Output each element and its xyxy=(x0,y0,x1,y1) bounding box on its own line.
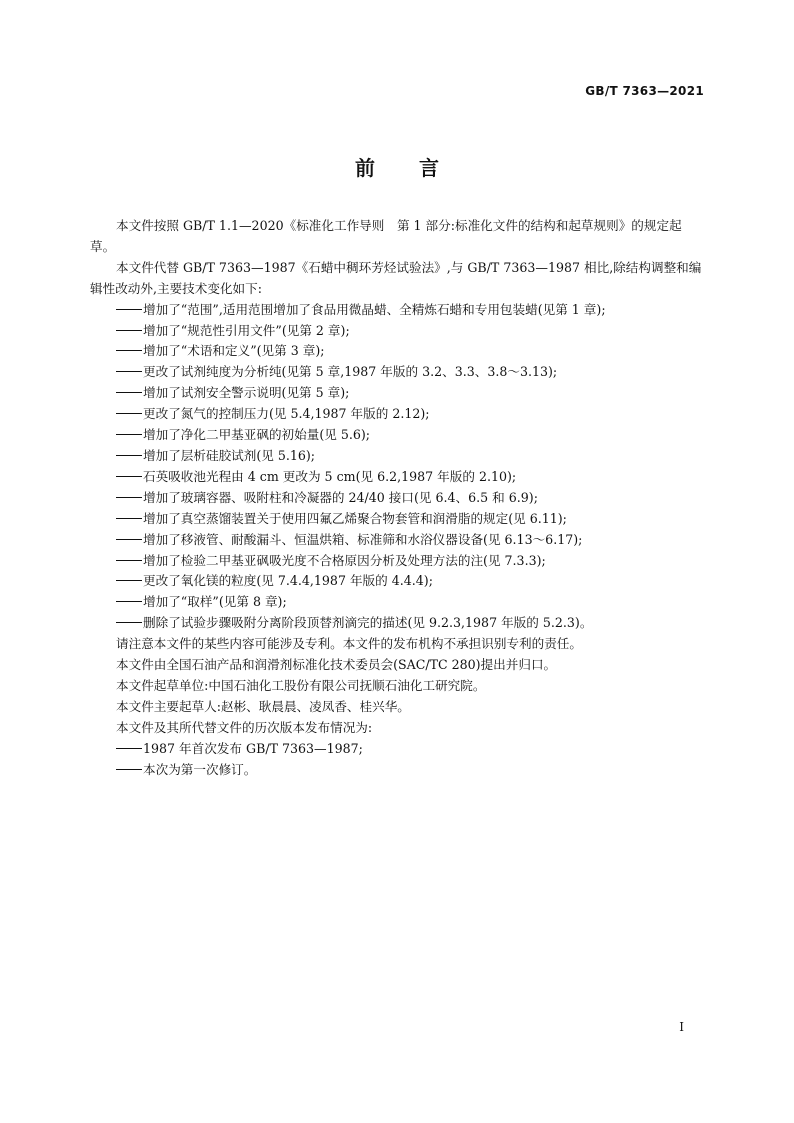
dash-icon xyxy=(116,476,142,477)
statement: 本文件由全国石油产品和润滑剂标准化技术委员会(SAC/TC 280)提出并归口。 xyxy=(116,657,557,673)
dash-icon xyxy=(116,580,142,581)
dash-icon xyxy=(116,748,142,749)
change-item: 更改了试剂纯度为分析纯(见第 5 章,1987 年版的 3.2、3.3、3.8～3.13); xyxy=(90,362,706,383)
change-item: 增加了玻璃容器、吸附柱和冷凝器的 24/40 接口(见 6.4、6.5 和 6.9); xyxy=(90,488,706,509)
intro-paragraph: 本文件按照 GB/T 1.1—2020《标准化工作导则 第 1 部分:标准化文件的结构和起草规则》的规定起草。 xyxy=(90,218,682,254)
dash-icon xyxy=(116,601,142,602)
statement: 本文件主要起草人:赵彬、耿晨晨、凌凤香、桂兴华。 xyxy=(116,698,410,714)
dash-icon xyxy=(116,769,142,770)
page-title-char-2: 言 xyxy=(419,156,439,180)
change-item: 石英吸收池光程由 4 cm 更改为 5 cm(见 6.2,1987 年版的 2.10); xyxy=(90,467,706,488)
history-item: 1987 年首次发布 GB/T 7363—1987; xyxy=(90,739,706,760)
standard-code: GB/T 7363—2021 xyxy=(585,84,704,98)
change-item: 删除了试验步骤吸附分离阶段顶替剂滴完的描述(见 9.2.3,1987 年版的 5.2.3)。 xyxy=(90,613,706,634)
dash-icon xyxy=(116,539,142,540)
change-item: 增加了“规范性引用文件”(见第 2 章); xyxy=(90,321,706,342)
change-item: 增加了移液管、耐酸漏斗、恒温烘箱、标准筛和水浴仪器设备(见 6.13～6.17); xyxy=(90,530,706,551)
change-item: 增加了“术语和定义”(见第 3 章); xyxy=(90,341,706,362)
document-body xyxy=(90,216,706,780)
statement: 本文件及其所代替文件的历次版本发布情况为: xyxy=(116,719,373,735)
statement: 本文件起草单位:中国石油化工股份有限公司抚顺石油化工研究院。 xyxy=(116,677,486,693)
dash-icon xyxy=(116,622,142,623)
change-item: 增加了“取样”(见第 8 章); xyxy=(90,592,706,613)
change-item: 增加了真空蒸馏装置关于使用四氟乙烯聚合物套管和润滑脂的规定(见 6.11); xyxy=(90,509,706,530)
history-item: 本次为第一次修订。 xyxy=(90,760,706,781)
dash-icon xyxy=(116,455,142,456)
statement: 请注意本文件的某些内容可能涉及专利。本文件的发布机构不承担识别专利的责任。 xyxy=(116,636,582,652)
change-item: 增加了层析硅胶试剂(见 5.16); xyxy=(90,446,706,467)
dash-icon xyxy=(116,392,142,393)
change-item: 更改了氧化镁的粒度(见 7.4.4,1987 年版的 4.4.4); xyxy=(90,571,706,592)
page-title-char-1: 前 xyxy=(355,156,375,180)
dash-icon xyxy=(116,497,142,498)
change-item: 增加了净化二甲基亚砜的初始量(见 5.6); xyxy=(90,425,706,446)
dash-icon xyxy=(116,413,142,414)
dash-icon xyxy=(116,371,142,372)
dash-icon xyxy=(116,350,142,351)
dash-icon xyxy=(116,330,142,331)
intro-paragraph: 本文件代替 GB/T 7363—1987《石蜡中稠环芳烃试验法》,与 GB/T 7363—1987 相比,除结构调整和编辑性改动外,主要技术变化如下: xyxy=(90,259,702,296)
change-item: 更改了氮气的控制压力(见 5.4,1987 年版的 2.12); xyxy=(90,404,706,425)
page-title xyxy=(0,152,794,181)
dash-icon xyxy=(116,560,142,561)
page-number: I xyxy=(679,1020,684,1034)
change-item: 增加了检验二甲基亚砜吸光度不合格原因分析及处理方法的注(见 7.3.3); xyxy=(90,551,706,572)
dash-icon xyxy=(116,518,142,519)
dash-icon xyxy=(116,434,142,435)
change-item: 增加了“范围”,适用范围增加了食品用微晶蜡、全精炼石蜡和专用包装蜡(见第 1 章); xyxy=(90,300,706,321)
change-item: 增加了试剂安全警示说明(见第 5 章); xyxy=(90,383,706,404)
dash-icon xyxy=(116,309,142,310)
